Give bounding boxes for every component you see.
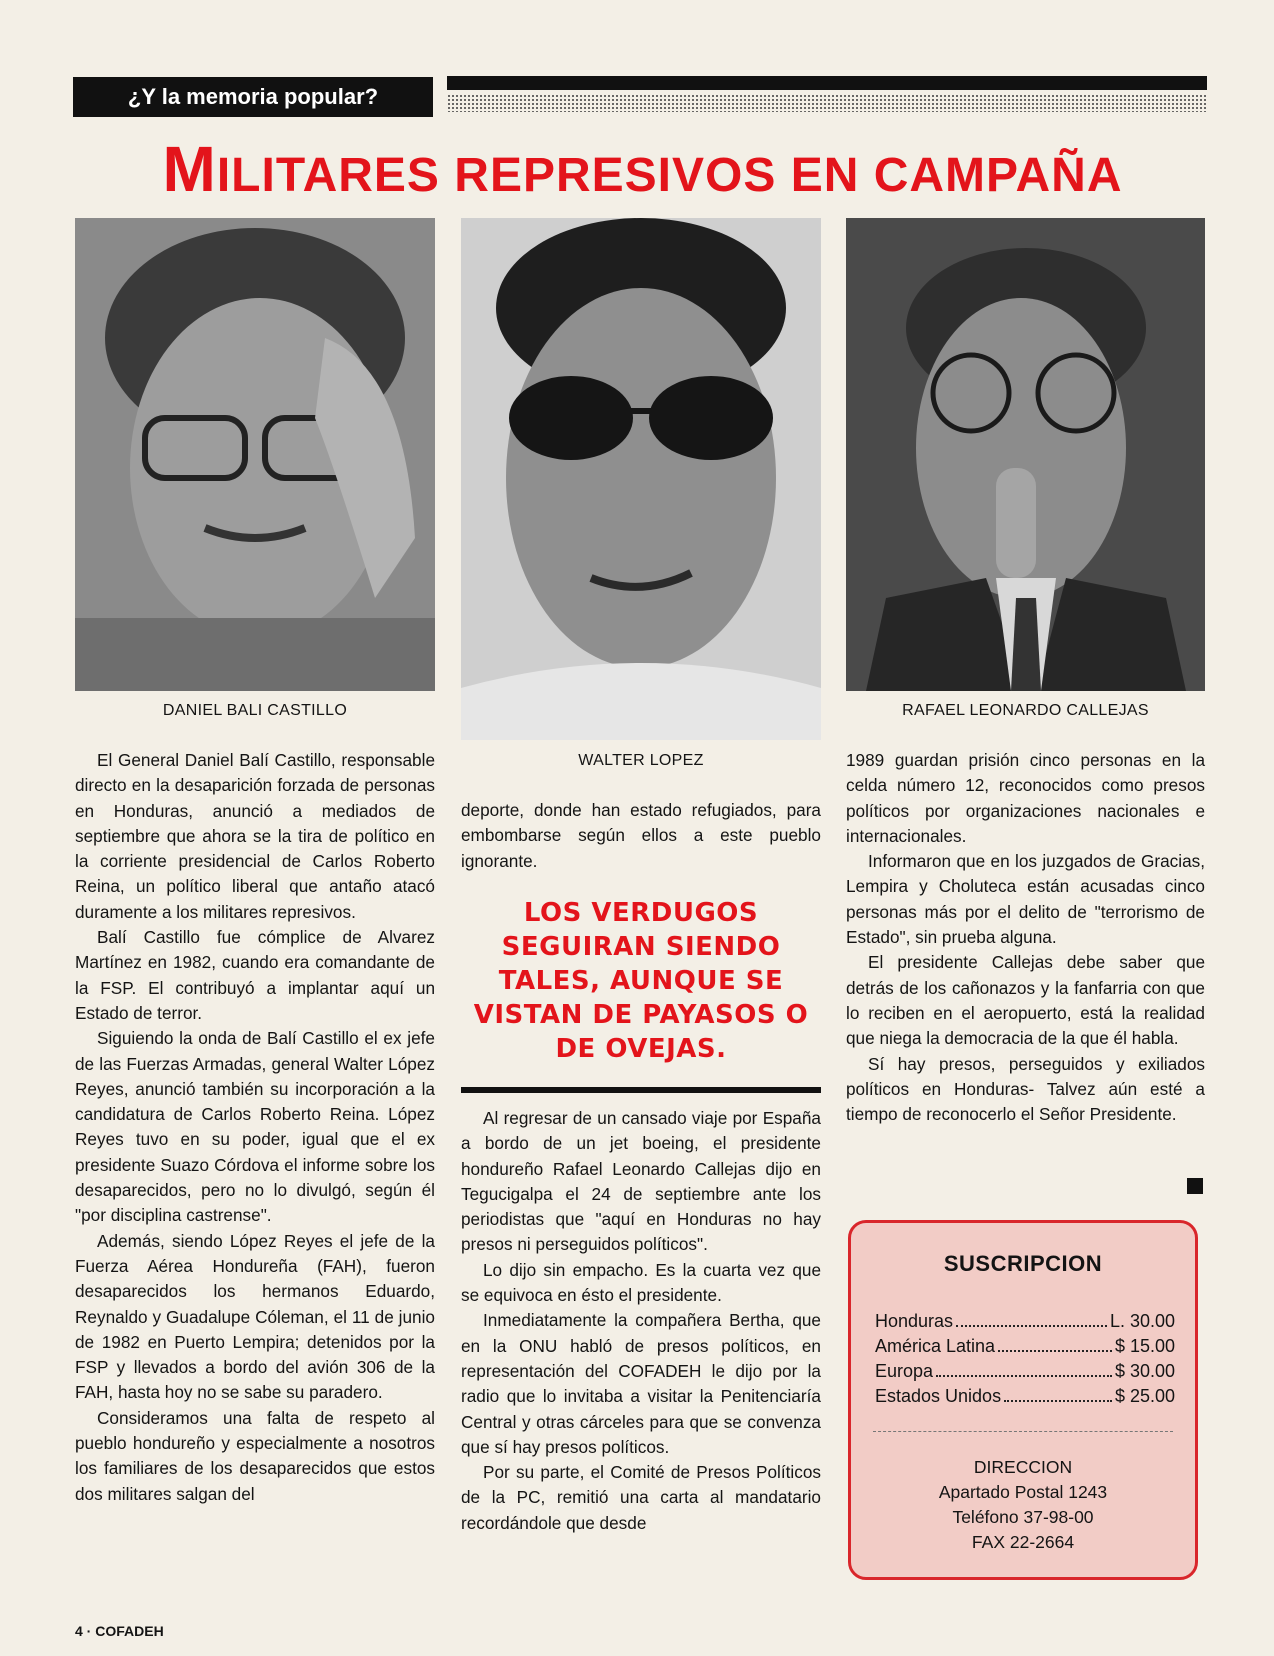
paragraph: Sí hay presos, perseguidos y exiliados políticos en Honduras- Talvez aún esté a tiempo de reconocerlo el Señor Presidente.	[846, 1053, 1205, 1125]
paragraph: Por su parte, el Comité de Presos Políticos de la PC, remitió una carta al mandatario recordándole que desde	[461, 1462, 821, 1533]
leader-dots	[1004, 1400, 1112, 1402]
region-label: Estados Unidos	[875, 1386, 1002, 1406]
pull-quote: LOS VERDUGOS SEGUIRAN SIENDO TALES, AUNQUE SE VISTAN DE PAYASOS O DE OVEJAS.	[473, 898, 809, 1064]
photo-rafael-leonardo-callejas	[846, 218, 1205, 691]
paragraph: 1989 guardan prisión cinco personas en la celda número 12, reconocidos como presos políticos por organizaciones nacionales e internacionales.	[846, 750, 1205, 846]
price-value: $ 30.00	[1114, 1361, 1175, 1381]
header-rule	[447, 76, 1207, 90]
article-column-1	[75, 748, 435, 1507]
paragraph: El General Daniel Balí Castillo, responsable directo en la desaparición forzada de personas en Honduras, anunció a mediados de septiembre que ahora se la tira de político en la corriente presidencial de Carlos Roberto Reina, un político liberal que antaño atacó duramente a los militares represivos.	[75, 750, 435, 922]
region-label: América Latina	[875, 1336, 996, 1356]
po-box: Apartado Postal 1243	[938, 1482, 1108, 1502]
region-label: Honduras	[875, 1311, 954, 1331]
leader-dots	[936, 1375, 1112, 1377]
price-row	[875, 1384, 1175, 1409]
phone-number: Teléfono 37-98-00	[952, 1507, 1094, 1527]
paragraph: deporte, donde han estado refugiados, para embombarse según ellos a este pueblo ignorante.	[461, 800, 821, 871]
paragraph: Lo dijo sin empacho. Es la cuarta vez que se equivoca en ésto el presidente.	[461, 1259, 821, 1306]
fax-number: FAX 22-2664	[971, 1532, 1075, 1552]
paragraph: Además, siendo López Reyes el jefe de la Fuerza Aérea Hondureña (FAH), fueron desaparecidos los hermanos Eduardo, Reynaldo y Guadalupe Cóleman, el 11 de junio de 1982 en Puerto Lempira; detenidos por la FSP y llevados a bordo del avión 306 de la FAH, hasta hoy no se sabe su paradero.	[75, 1230, 435, 1403]
paragraph: Al regresar de un cansado viaje por España a bordo de un jet boeing, el presidente hondureño Rafael Leonardo Callejas dijo en Tegucigalpa el 24 de septiembre ante los periodistas que "aquí en Honduras no hay presos ni perseguidos políticos".	[461, 1108, 821, 1255]
price-value: L. 30.00	[1109, 1311, 1175, 1331]
photo-caption: DANIEL BALI CASTILLO	[162, 702, 348, 719]
paragraph: Siguiendo la onda de Balí Castillo el ex jefe de las Fuerzas Armadas, general Walter López Reyes, anunció también su incorporación a la candidatura de Carlos Roberto Reina. López Reyes tuvo en su poder, igual que el ex presidente Suazo Córdova el informe sobre los desaparecidos, pero no lo divulgó, según él "por disciplina castrense".	[75, 1028, 435, 1226]
leader-dots	[956, 1325, 1107, 1327]
photo-walter-lopez	[461, 218, 821, 740]
article-column-2	[461, 1106, 821, 1536]
subscription-box	[848, 1220, 1198, 1580]
price-value: $ 15.00	[1114, 1336, 1175, 1356]
address-heading: DIRECCION	[973, 1457, 1073, 1477]
region-label: Europa	[875, 1361, 934, 1381]
paragraph: Informaron que en los juzgados de Gracias, Lempira y Choluteca están acusadas cinco personas más por el delito de "terrorismo de Estado", sin prueba alguna.	[846, 851, 1205, 948]
leader-dots	[998, 1350, 1112, 1352]
subscription-title: SUSCRIPCION	[943, 1251, 1103, 1276]
price-row	[875, 1309, 1175, 1334]
subscription-divider	[873, 1431, 1173, 1433]
article-column-2-top	[461, 798, 821, 874]
header-dotted-rule	[447, 94, 1207, 112]
photo-caption: RAFAEL LEONARDO CALLEJAS	[902, 702, 1149, 719]
article-column-3	[846, 748, 1205, 1127]
section-kicker: ¿Y la memoria popular?	[73, 77, 433, 117]
photo-daniel-bali-castillo	[75, 218, 435, 691]
headline: MILITARES REPRESIVOS EN CAMPAÑA	[162, 133, 1123, 205]
page-footer: 4 · COFADEH	[75, 1623, 164, 1639]
pull-quote-rule	[461, 1087, 821, 1093]
price-row	[875, 1359, 1175, 1384]
price-row	[875, 1334, 1175, 1359]
photo-caption: WALTER LOPEZ	[578, 752, 704, 769]
paragraph: Balí Castillo fue cómplice de Alvarez Martínez en 1982, cuando era comandante de la FSP. El contribuyó a implantar aquí un Estado de terror.	[75, 927, 435, 1023]
subscription-price-list	[875, 1309, 1175, 1409]
paragraph: Consideramos una falta de respeto al pueblo hondureño y especialmente a nosotros los familiares de los desaparecidos que estos dos militares salgan del	[75, 1407, 435, 1504]
paragraph: El presidente Callejas debe saber que detrás de los cañonazos y la fanfarria con que lo reciben en el aeropuerto, está la realidad que niega la democracia de la que él habla.	[846, 952, 1205, 1049]
subscription-address	[851, 1455, 1195, 1555]
end-of-article-mark	[1187, 1178, 1203, 1194]
paragraph: Inmediatamente la compañera Bertha, que en la ONU habló de presos políticos, en representación del COFADEH le dijo por la radio que lo invitaba a visitar la Penitenciaría Central y otras cárceles para que se convenza que sí hay presos políticos.	[461, 1310, 821, 1457]
price-value: $ 25.00	[1114, 1386, 1175, 1406]
